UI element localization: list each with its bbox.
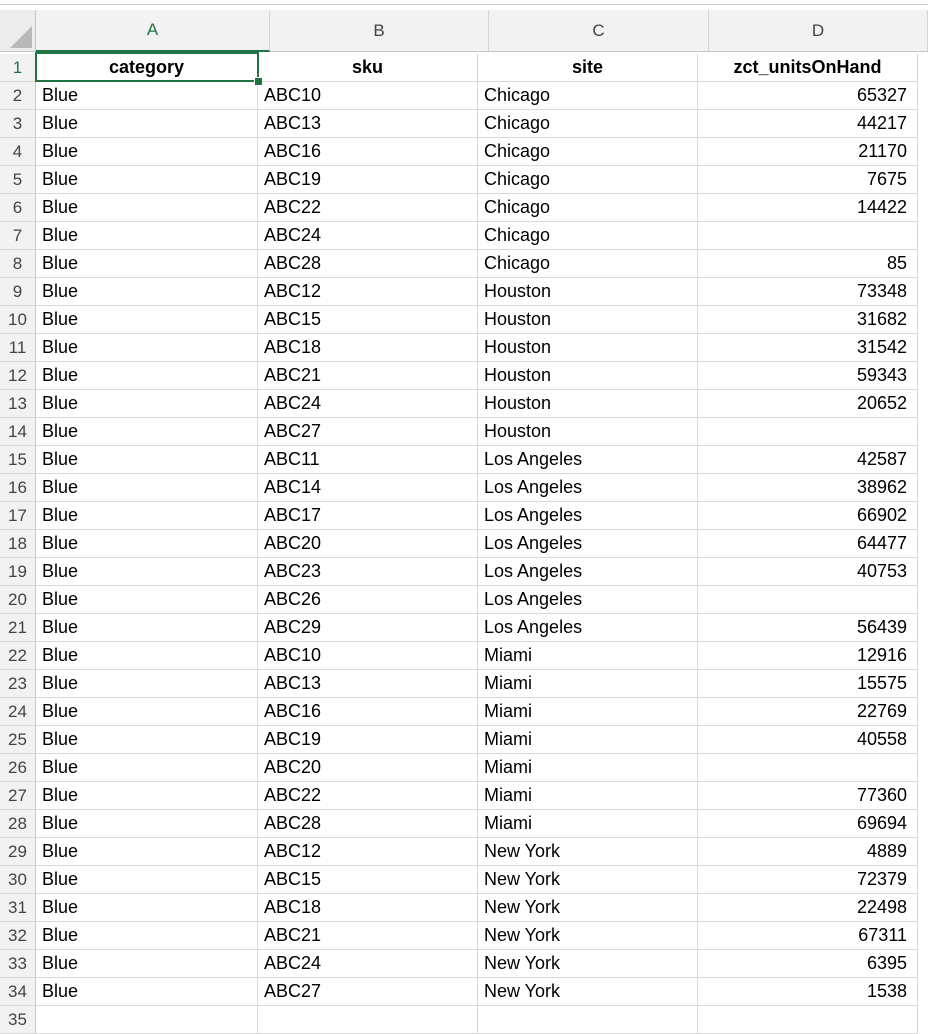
cell-b[interactable]: ABC19 bbox=[258, 726, 478, 754]
row-header[interactable]: 24 bbox=[0, 698, 36, 726]
table-row bbox=[0, 782, 928, 810]
cell-d[interactable]: 20652 bbox=[698, 390, 918, 418]
table-row bbox=[0, 810, 928, 838]
cell-b[interactable] bbox=[258, 1006, 478, 1034]
table-row bbox=[0, 614, 928, 642]
table-row bbox=[0, 1006, 928, 1034]
cell-d[interactable]: 59343 bbox=[698, 362, 918, 390]
cell-b[interactable]: ABC22 bbox=[258, 194, 478, 222]
table-row bbox=[0, 446, 928, 474]
cell-c[interactable]: Chicago bbox=[478, 194, 698, 222]
cell-d[interactable]: 31542 bbox=[698, 334, 918, 362]
row-header[interactable]: 8 bbox=[0, 250, 36, 278]
cell-b[interactable]: ABC21 bbox=[258, 922, 478, 950]
cell-b[interactable]: ABC17 bbox=[258, 502, 478, 530]
cell-b[interactable]: ABC11 bbox=[258, 446, 478, 474]
cell-b[interactable]: ABC15 bbox=[258, 306, 478, 334]
cell-a[interactable]: Blue bbox=[36, 810, 258, 838]
cell-a[interactable]: Blue bbox=[36, 110, 258, 138]
cell-c[interactable]: Houston bbox=[478, 390, 698, 418]
cell-a[interactable]: Blue bbox=[36, 166, 258, 194]
cell-d1[interactable]: zct_unitsOnHand bbox=[698, 54, 918, 82]
table-row bbox=[0, 418, 928, 446]
cell-d[interactable]: 1538 bbox=[698, 978, 918, 1006]
cell-c[interactable]: Los Angeles bbox=[478, 614, 698, 642]
cell-c[interactable]: Houston bbox=[478, 418, 698, 446]
table-row bbox=[0, 838, 928, 866]
cell-b[interactable]: ABC10 bbox=[258, 82, 478, 110]
cell-c[interactable]: Chicago bbox=[478, 110, 698, 138]
cell-c[interactable]: Los Angeles bbox=[478, 446, 698, 474]
cell-d[interactable]: 44217 bbox=[698, 110, 918, 138]
row-header[interactable]: 17 bbox=[0, 502, 36, 530]
cell-b[interactable]: ABC29 bbox=[258, 614, 478, 642]
cell-c[interactable]: Los Angeles bbox=[478, 558, 698, 586]
cell-b[interactable]: ABC23 bbox=[258, 558, 478, 586]
table-row bbox=[0, 334, 928, 362]
cell-c[interactable]: Houston bbox=[478, 278, 698, 306]
row-header[interactable]: 14 bbox=[0, 418, 36, 446]
cell-b[interactable]: ABC27 bbox=[258, 978, 478, 1006]
cell-d[interactable] bbox=[698, 586, 918, 614]
cell-b[interactable]: ABC24 bbox=[258, 390, 478, 418]
cell-a[interactable]: Blue bbox=[36, 138, 258, 166]
cell-a[interactable]: Blue bbox=[36, 418, 258, 446]
cell-c[interactable]: Miami bbox=[478, 726, 698, 754]
cell-a[interactable]: Blue bbox=[36, 866, 258, 894]
cell-a[interactable]: Blue bbox=[36, 250, 258, 278]
row-header[interactable]: 27 bbox=[0, 782, 36, 810]
table-row bbox=[0, 754, 928, 782]
cell-a[interactable]: Blue bbox=[36, 558, 258, 586]
cell-a[interactable]: Blue bbox=[36, 390, 258, 418]
cell-c[interactable]: Miami bbox=[478, 782, 698, 810]
cell-a[interactable]: Blue bbox=[36, 502, 258, 530]
fill-handle[interactable] bbox=[254, 77, 263, 86]
row-header[interactable]: 6 bbox=[0, 194, 36, 222]
cell-b[interactable]: ABC20 bbox=[258, 754, 478, 782]
cell-c[interactable]: Miami bbox=[478, 698, 698, 726]
table-row bbox=[0, 250, 928, 278]
cell-d[interactable]: 69694 bbox=[698, 810, 918, 838]
table-row bbox=[0, 670, 928, 698]
cell-b[interactable]: ABC18 bbox=[258, 334, 478, 362]
cell-c[interactable]: New York bbox=[478, 922, 698, 950]
cell-d[interactable] bbox=[698, 1006, 918, 1034]
cell-a[interactable]: Blue bbox=[36, 950, 258, 978]
cell-d[interactable]: 22498 bbox=[698, 894, 918, 922]
row-header[interactable]: 26 bbox=[0, 754, 36, 782]
table-row bbox=[0, 502, 928, 530]
cell-d[interactable]: 65327 bbox=[698, 82, 918, 110]
row-header[interactable]: 7 bbox=[0, 222, 36, 250]
select-all-triangle-icon bbox=[10, 26, 32, 48]
cell-d[interactable]: 40558 bbox=[698, 726, 918, 754]
row-header[interactable]: 23 bbox=[0, 670, 36, 698]
table-row bbox=[0, 978, 928, 1006]
cell-d[interactable]: 14422 bbox=[698, 194, 918, 222]
cell-d[interactable]: 15575 bbox=[698, 670, 918, 698]
cell-d[interactable]: 56439 bbox=[698, 614, 918, 642]
cell-c[interactable]: New York bbox=[478, 838, 698, 866]
cell-a[interactable]: Blue bbox=[36, 614, 258, 642]
row-header[interactable]: 4 bbox=[0, 138, 36, 166]
cell-d[interactable]: 64477 bbox=[698, 530, 918, 558]
cell-c[interactable]: Chicago bbox=[478, 82, 698, 110]
row-header[interactable]: 3 bbox=[0, 110, 36, 138]
select-all-corner[interactable] bbox=[0, 10, 36, 52]
cell-d[interactable]: 85 bbox=[698, 250, 918, 278]
cell-b[interactable]: ABC26 bbox=[258, 586, 478, 614]
cell-a[interactable]: Blue bbox=[36, 922, 258, 950]
row-header[interactable]: 22 bbox=[0, 642, 36, 670]
table-row bbox=[0, 138, 928, 166]
row-header[interactable]: 5 bbox=[0, 166, 36, 194]
cell-a[interactable]: Blue bbox=[36, 530, 258, 558]
cell-c[interactable]: Chicago bbox=[478, 250, 698, 278]
cell-c[interactable]: Miami bbox=[478, 642, 698, 670]
cell-a[interactable]: Blue bbox=[36, 334, 258, 362]
cell-a[interactable] bbox=[36, 1006, 258, 1034]
cell-b[interactable]: ABC12 bbox=[258, 278, 478, 306]
cell-a[interactable]: Blue bbox=[36, 194, 258, 222]
cell-c[interactable] bbox=[478, 1006, 698, 1034]
row-header[interactable]: 31 bbox=[0, 894, 36, 922]
table-row bbox=[0, 306, 928, 334]
table-row bbox=[0, 726, 928, 754]
table-row bbox=[0, 894, 928, 922]
table-row bbox=[0, 390, 928, 418]
cell-a[interactable]: Blue bbox=[36, 978, 258, 1006]
cell-d[interactable]: 21170 bbox=[698, 138, 918, 166]
cell-c[interactable]: New York bbox=[478, 978, 698, 1006]
cell-c[interactable]: Houston bbox=[478, 306, 698, 334]
table-row bbox=[0, 166, 928, 194]
column-header-a[interactable]: A bbox=[36, 10, 270, 52]
row-header[interactable]: 2 bbox=[0, 82, 36, 110]
column-header-d[interactable]: D bbox=[709, 10, 928, 52]
table-row bbox=[0, 922, 928, 950]
row-header[interactable]: 16 bbox=[0, 474, 36, 502]
cell-d[interactable]: 12916 bbox=[698, 642, 918, 670]
cell-a[interactable]: Blue bbox=[36, 754, 258, 782]
cell-c1[interactable]: site bbox=[478, 54, 698, 82]
table-row bbox=[0, 558, 928, 586]
cell-a[interactable]: Blue bbox=[36, 306, 258, 334]
cell-b[interactable]: ABC19 bbox=[258, 166, 478, 194]
cell-d[interactable]: 38962 bbox=[698, 474, 918, 502]
cell-b[interactable]: ABC28 bbox=[258, 810, 478, 838]
cell-c[interactable]: Los Angeles bbox=[478, 474, 698, 502]
table-row bbox=[0, 362, 928, 390]
cell-a[interactable]: Blue bbox=[36, 278, 258, 306]
cell-d[interactable] bbox=[698, 754, 918, 782]
table-row bbox=[0, 222, 928, 250]
cell-c[interactable]: Miami bbox=[478, 754, 698, 782]
cell-c[interactable]: Houston bbox=[478, 362, 698, 390]
cell-c[interactable]: Los Angeles bbox=[478, 586, 698, 614]
row-header[interactable]: 20 bbox=[0, 586, 36, 614]
cell-a[interactable]: Blue bbox=[36, 222, 258, 250]
header-row bbox=[0, 54, 928, 82]
cell-a[interactable]: Blue bbox=[36, 698, 258, 726]
row-header[interactable]: 32 bbox=[0, 922, 36, 950]
table-row bbox=[0, 950, 928, 978]
cell-d[interactable]: 6395 bbox=[698, 950, 918, 978]
cell-b[interactable]: ABC16 bbox=[258, 698, 478, 726]
cell-a[interactable]: Blue bbox=[36, 474, 258, 502]
cell-d[interactable]: 31682 bbox=[698, 306, 918, 334]
row-header[interactable]: 33 bbox=[0, 950, 36, 978]
row-header[interactable]: 25 bbox=[0, 726, 36, 754]
cell-a[interactable]: Blue bbox=[36, 894, 258, 922]
table-row bbox=[0, 110, 928, 138]
cell-c[interactable]: Chicago bbox=[478, 138, 698, 166]
column-header-c[interactable]: C bbox=[489, 10, 709, 52]
row-header[interactable]: 29 bbox=[0, 838, 36, 866]
cell-c[interactable]: Miami bbox=[478, 810, 698, 838]
cell-c[interactable]: Houston bbox=[478, 334, 698, 362]
cell-b[interactable]: ABC12 bbox=[258, 838, 478, 866]
cell-b[interactable]: ABC13 bbox=[258, 110, 478, 138]
cell-b[interactable]: ABC27 bbox=[258, 418, 478, 446]
row-header[interactable]: 12 bbox=[0, 362, 36, 390]
row-header[interactable]: 13 bbox=[0, 390, 36, 418]
cell-d[interactable] bbox=[698, 222, 918, 250]
cell-d[interactable]: 40753 bbox=[698, 558, 918, 586]
cell-a[interactable]: Blue bbox=[36, 726, 258, 754]
cell-b[interactable]: ABC21 bbox=[258, 362, 478, 390]
cell-a[interactable]: Blue bbox=[36, 586, 258, 614]
cell-b[interactable]: ABC15 bbox=[258, 866, 478, 894]
row-header[interactable]: 35 bbox=[0, 1006, 36, 1034]
table-row bbox=[0, 586, 928, 614]
row-header[interactable]: 28 bbox=[0, 810, 36, 838]
cell-b[interactable]: ABC20 bbox=[258, 530, 478, 558]
cell-c[interactable]: New York bbox=[478, 950, 698, 978]
cell-a[interactable]: Blue bbox=[36, 446, 258, 474]
cell-d[interactable]: 22769 bbox=[698, 698, 918, 726]
row-header[interactable]: 10 bbox=[0, 306, 36, 334]
cell-a[interactable]: Blue bbox=[36, 838, 258, 866]
table-row bbox=[0, 530, 928, 558]
cell-d[interactable]: 42587 bbox=[698, 446, 918, 474]
toolbar-divider bbox=[0, 4, 928, 5]
table-row bbox=[0, 474, 928, 502]
cell-d[interactable]: 4889 bbox=[698, 838, 918, 866]
cell-d[interactable]: 66902 bbox=[698, 502, 918, 530]
cell-c[interactable]: Chicago bbox=[478, 166, 698, 194]
cell-b[interactable]: ABC16 bbox=[258, 138, 478, 166]
row-header[interactable]: 11 bbox=[0, 334, 36, 362]
column-header-b[interactable]: B bbox=[270, 10, 489, 52]
cell-a[interactable]: Blue bbox=[36, 642, 258, 670]
cell-c[interactable]: New York bbox=[478, 894, 698, 922]
cell-c[interactable]: Chicago bbox=[478, 222, 698, 250]
row-header[interactable]: 15 bbox=[0, 446, 36, 474]
cell-c[interactable]: Miami bbox=[478, 670, 698, 698]
row-header[interactable]: 21 bbox=[0, 614, 36, 642]
row-header[interactable]: 1 bbox=[0, 54, 36, 82]
row-header[interactable]: 34 bbox=[0, 978, 36, 1006]
cell-b[interactable]: ABC10 bbox=[258, 642, 478, 670]
cell-d[interactable]: 67311 bbox=[698, 922, 918, 950]
cell-d[interactable] bbox=[698, 418, 918, 446]
cell-b[interactable]: ABC24 bbox=[258, 222, 478, 250]
cell-a[interactable]: Blue bbox=[36, 362, 258, 390]
cell-d[interactable]: 7675 bbox=[698, 166, 918, 194]
cell-a[interactable]: Blue bbox=[36, 670, 258, 698]
cell-c[interactable]: Los Angeles bbox=[478, 502, 698, 530]
cell-d[interactable]: 77360 bbox=[698, 782, 918, 810]
row-header[interactable]: 9 bbox=[0, 278, 36, 306]
cell-d[interactable]: 73348 bbox=[698, 278, 918, 306]
cell-a1[interactable]: category bbox=[36, 54, 258, 82]
cell-b[interactable]: ABC18 bbox=[258, 894, 478, 922]
cell-b[interactable]: ABC22 bbox=[258, 782, 478, 810]
cell-b[interactable]: ABC24 bbox=[258, 950, 478, 978]
cell-a[interactable]: Blue bbox=[36, 82, 258, 110]
cell-c[interactable]: Los Angeles bbox=[478, 530, 698, 558]
table-row bbox=[0, 698, 928, 726]
cell-b[interactable]: ABC13 bbox=[258, 670, 478, 698]
cell-b[interactable]: ABC14 bbox=[258, 474, 478, 502]
row-header[interactable]: 19 bbox=[0, 558, 36, 586]
table-row bbox=[0, 278, 928, 306]
cell-a[interactable]: Blue bbox=[36, 782, 258, 810]
table-row bbox=[0, 866, 928, 894]
table-row bbox=[0, 642, 928, 670]
cell-c[interactable]: New York bbox=[478, 866, 698, 894]
cell-b1[interactable]: sku bbox=[258, 54, 478, 82]
cell-d[interactable]: 72379 bbox=[698, 866, 918, 894]
row-header[interactable]: 30 bbox=[0, 866, 36, 894]
cell-b[interactable]: ABC28 bbox=[258, 250, 478, 278]
table-row bbox=[0, 82, 928, 110]
table-row bbox=[0, 194, 928, 222]
row-header[interactable]: 18 bbox=[0, 530, 36, 558]
